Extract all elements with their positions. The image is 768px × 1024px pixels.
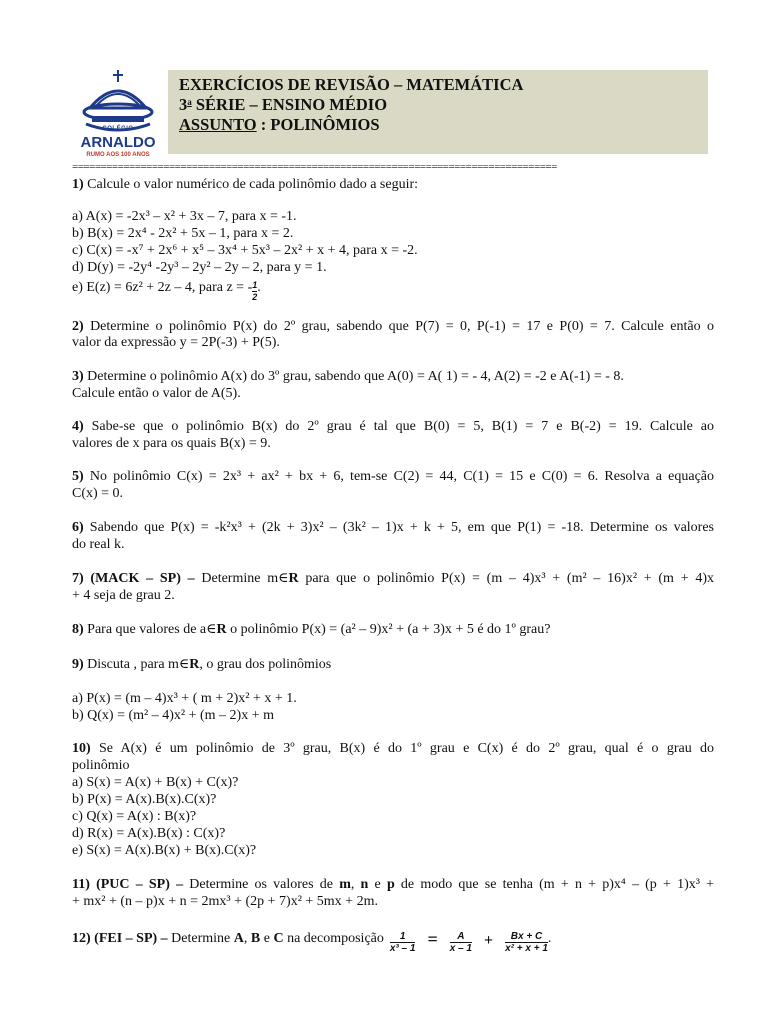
header-subject bbox=[179, 115, 380, 135]
q8-text-b: o polinômio P(x) = (a² – 9)x² + (a + 3)x + 5 é do 1º grau? bbox=[226, 622, 551, 637]
q10-item-a: a) S(x) = A(x) + B(x) + C(x)? bbox=[72, 775, 239, 790]
fraction-denominator: x³ – 1 bbox=[389, 943, 416, 954]
header-box bbox=[168, 70, 708, 154]
q12-sep2: e bbox=[260, 931, 274, 946]
q5-number: 5) bbox=[72, 469, 84, 484]
q1-item-c: c) C(x) = -x⁷ + 2x⁶ + x⁵ – 3x⁴ + 5x³ – 2x² + x + 4, para x = -2. bbox=[72, 243, 418, 258]
q9-text-a: Discuta , para m∈ bbox=[83, 657, 190, 672]
q11-var-p: p bbox=[386, 877, 395, 892]
q4-line2: valores de x para os quais B(x) = 9. bbox=[72, 436, 271, 451]
q3-text: Determine o polinômio A(x) do 3º grau, sabendo que A(0) = A( 1) = - 4, A(2) = -2 e A(-1) = - 8. bbox=[83, 369, 624, 384]
fraction-denominator: x² + x + 1 bbox=[505, 943, 548, 954]
q2-line1 bbox=[72, 318, 714, 335]
q12-fraction-2 bbox=[450, 931, 472, 954]
q1-e-text: e) E(z) = 6z² + 2z – 4, para z = - bbox=[72, 280, 253, 295]
q2-text: Determine o polinômio P(x) do 2º grau, sabendo que P(7) = 0, P(-1) = 17 e P(0) = 7. Calcule então o bbox=[83, 319, 714, 334]
q7-line1 bbox=[72, 570, 714, 587]
q12-var-c: C bbox=[273, 931, 284, 946]
q1-statement bbox=[72, 176, 418, 193]
q8-text-a: Para que valores de a∈ bbox=[83, 622, 217, 637]
header-title: EXERCÍCIOS DE REVISÃO – MATEMÁTICA bbox=[179, 75, 524, 94]
q7-line2: + 4 seja de grau 2. bbox=[72, 588, 175, 603]
q6-number: 6) bbox=[72, 520, 84, 535]
q9-item-a: a) P(x) = (m – 4)x³ + ( m + 2)x² + x + 1. bbox=[72, 691, 297, 706]
fraction-numerator: Bx + C bbox=[510, 931, 543, 942]
q12-text-a: Determine bbox=[167, 931, 234, 946]
q12-sep1: , bbox=[243, 931, 251, 946]
q10-number: 10) bbox=[72, 741, 91, 756]
q10-text: Se A(x) é um polinômio de 3º grau, B(x) é do 1º grau e C(x) é do 2º grau, qual é o grau do bbox=[90, 741, 714, 756]
q11-line2: + mx² + (n – p)x + n = 2mx³ + (2p + 7)x² + 5mx + 2m. bbox=[72, 894, 378, 909]
q1-item-a: a) A(x) = -2x³ – x² + 3x – 7, para x = -1. bbox=[72, 209, 297, 224]
q11-var-m: m bbox=[339, 877, 351, 892]
q12-fraction-1 bbox=[390, 931, 416, 954]
q5-line1 bbox=[72, 468, 714, 485]
logo-motto: RUMO AOS 100 ANOS bbox=[86, 152, 150, 158]
q12-fraction-3 bbox=[505, 931, 548, 954]
q8-reals: R bbox=[216, 622, 227, 637]
q7-number: 7) bbox=[72, 571, 84, 586]
q9-line bbox=[72, 656, 331, 673]
q9-reals: R bbox=[189, 657, 200, 672]
q6-line2: do real k. bbox=[72, 537, 125, 552]
header-series bbox=[179, 95, 387, 115]
q7-text-a: Determine m∈ bbox=[194, 571, 289, 586]
q1-item-b: b) B(x) = 2x⁴ - 2x² + 5x – 1, para x = 2. bbox=[72, 226, 294, 241]
q4-line1 bbox=[72, 418, 714, 435]
separator-line: ===================================================================================== bbox=[72, 161, 557, 173]
q9-item-b: b) Q(x) = (m² – 4)x² + (m – 2)x + m bbox=[72, 708, 274, 723]
q10-line1 bbox=[72, 740, 714, 757]
equals-sign: = bbox=[427, 929, 438, 949]
q11-var-n: n bbox=[360, 877, 369, 892]
fraction-numerator: 1 bbox=[399, 931, 406, 942]
q11-text-a: Determine os valores de bbox=[183, 877, 340, 892]
q5-line2: C(x) = 0. bbox=[72, 486, 124, 501]
q12-line bbox=[72, 930, 551, 954]
q7-text-b: para que o polinômio P(x) = (m – 4)x³ + (m² – 16)x² + (m + 4)x bbox=[298, 571, 714, 586]
q12-var-a: A bbox=[233, 931, 244, 946]
q12-text-b: na decomposição bbox=[283, 931, 384, 946]
q12-end: . bbox=[547, 931, 552, 946]
logo-school: COLÉGIO bbox=[102, 126, 134, 132]
q12-number: 12) bbox=[72, 931, 91, 946]
q11-and: e bbox=[368, 877, 387, 892]
fraction-denominator: x – 1 bbox=[449, 943, 472, 954]
q7-reals: R bbox=[288, 571, 299, 586]
fraction-denominator: 2 bbox=[252, 292, 258, 302]
subject-value: : POLINÔMIOS bbox=[256, 115, 380, 134]
fraction-numerator: A bbox=[457, 931, 465, 942]
q3-line1 bbox=[72, 368, 624, 385]
q5-text: No polinômio C(x) = 2x³ + ax² + bx + 6, tem-se C(2) = 44, C(1) = 15 e C(0) = 6. Resolva a equação bbox=[83, 469, 714, 484]
q7-source: (MACK – SP) – bbox=[83, 571, 195, 586]
q11-text-b: de modo que se tenha (m + n + p)x⁴ – (p + 1)x³ + bbox=[394, 877, 715, 892]
q11-comma: , bbox=[350, 877, 361, 892]
q8-number: 8) bbox=[72, 622, 84, 637]
q3-line2: Calcule então o valor de A(5). bbox=[72, 386, 241, 401]
q1-item-d: d) D(y) = -2y⁴ -2y³ – 2y² – 2y – 2, para y = 1. bbox=[72, 260, 327, 275]
q11-line1 bbox=[72, 876, 714, 893]
q2-number: 2) bbox=[72, 319, 84, 334]
q4-number: 4) bbox=[72, 419, 84, 434]
q1-e-end: . bbox=[257, 280, 261, 295]
fraction-numerator: 1 bbox=[252, 280, 258, 290]
subject-label: ASSUNTO bbox=[179, 115, 257, 134]
q12-source: (FEI – SP) – bbox=[90, 931, 168, 946]
series-superscript: a bbox=[187, 97, 192, 107]
q9-number: 9) bbox=[72, 657, 84, 672]
q1-text: Calcule o valor numérico de cada polinômio dado a seguir: bbox=[83, 177, 419, 192]
q11-number: 11) bbox=[72, 877, 90, 892]
q10-item-b: b) P(x) = A(x).B(x).C(x)? bbox=[72, 792, 217, 807]
q12-var-b: B bbox=[250, 931, 261, 946]
q11-source: (PUC – SP) – bbox=[89, 877, 184, 892]
plus-sign: + bbox=[483, 932, 494, 949]
series-number: 3 bbox=[179, 95, 188, 114]
q3-number: 3) bbox=[72, 369, 84, 384]
q10-item-e: e) S(x) = A(x).B(x) + B(x).C(x)? bbox=[72, 843, 257, 858]
logo-name: ARNALDO bbox=[80, 134, 156, 151]
q2-line2: valor da expressão y = 2P(-3) + P(5). bbox=[72, 335, 280, 350]
q8-line bbox=[72, 621, 550, 638]
q10-line2: polinômio bbox=[72, 758, 130, 773]
q1-number: 1) bbox=[72, 177, 84, 192]
q6-line1 bbox=[72, 519, 714, 536]
q10-item-c: c) Q(x) = A(x) : B(x)? bbox=[72, 809, 197, 824]
q10-item-d: d) R(x) = A(x).B(x) : C(x)? bbox=[72, 826, 226, 841]
series-label: SÉRIE – ENSINO MÉDIO bbox=[191, 95, 388, 114]
q1-item-e bbox=[72, 279, 261, 303]
q6-text: Sabendo que P(x) = -k²x³ + (2k + 3)x² – (3k² – 1)x + k + 5, em que P(1) = -18. Determine os valores bbox=[83, 520, 714, 535]
q9-text-b: , o grau dos polinômios bbox=[199, 657, 332, 672]
q4-text: Sabe-se que o polinômio B(x) do 2º grau é tal que B(0) = 5, B(1) = 7 e B(-2) = 19. Calcule ao bbox=[83, 419, 714, 434]
